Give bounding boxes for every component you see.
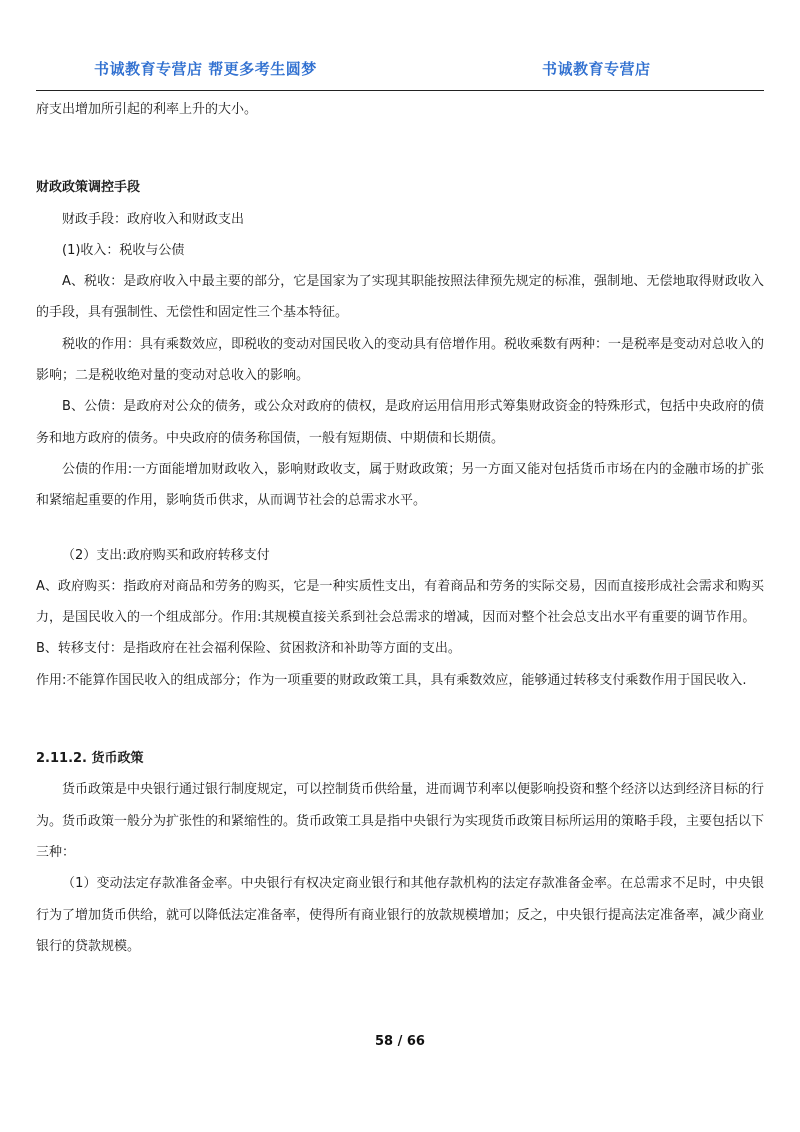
- section-heading-monetary: 2.11.2. 货币政策: [36, 751, 144, 767]
- spacer: [36, 696, 764, 743]
- spacer: [36, 517, 764, 540]
- paragraph: (1)收入：税收与公债: [62, 242, 185, 258]
- header-store-name: 书诚教育专营店: [542, 60, 651, 78]
- section-heading-fiscal: 财政政策调控手段: [36, 180, 141, 196]
- paragraph: 财政手段：政府收入和财政支出: [62, 211, 245, 227]
- paragraph: 府支出增加所引起的利率上升的大小。: [36, 102, 258, 117]
- paragraph: （1）变动法定存款准备金率。中央银行有权决定商业银行和其他存款机构的法定存款准备金率。在总需求不足时，中央银行为了增加货币供给，就可以降低法定准备率，使得所有商业银行的放款规模增加；反之，中央银行提高法定准备率，减少商业银行的贷款规模。: [36, 876, 765, 954]
- document-body: [36, 94, 764, 962]
- paragraph: B、转移支付：是指政府在社会福利保险、贫困救济和补助等方面的支出。: [36, 641, 461, 657]
- paragraph: 税收的作用：具有乘数效应，即税收的变动对国民收入的变动具有倍增作用。税收乘数有两种：一是税率是变动对总收入的影响；二是税收绝对量的变动对总收入的影响。: [36, 336, 765, 384]
- paragraph: （2）支出:政府购买和政府转移支付: [62, 547, 270, 563]
- paragraph: A、税收：是政府收入中最主要的部分，它是国家为了实现其职能按照法律预先规定的标准，强制地、无偿地取得财政收入的手段，具有强制性、无偿性和固定性三个基本特征。: [36, 274, 764, 321]
- spacer: [36, 125, 764, 172]
- page-header: [36, 52, 764, 91]
- paragraph: 作用:不能算作国民收入的组成部分；作为一项重要的财政政策工具，具有乘数效应，能够通过转移支付乘数作用于国民收入.: [36, 672, 747, 688]
- paragraph: 货币政策是中央银行通过银行制度规定，可以控制货币供给量，进而调节利率以便影响投资和整个经济以达到经济目标的行为。货币政策一般分为扩张性的和紧缩性的。货币政策工具是指中央银行为实现货币政策目标所运用的策略手段，主要包括以下三种：: [36, 782, 765, 860]
- paragraph: 公债的作用:一方面能增加财政收入，影响财政收支，属于财政政策；另一方面又能对包括货币市场在内的金融市场的扩张和紧缩起重要的作用，影响货币供求，从而调节社会的总需求水平。: [36, 461, 764, 509]
- paragraph: A、政府购买：指政府对商品和劳务的购买，它是一种实质性支出，有着商品和劳务的实际交易，因而直接形成社会需求和购买力，是国民收入的一个组成部分。作用:其规模直接关系到社会总需求的增减，因而对整个社会总支出水平有重要的调节作用。: [36, 578, 764, 626]
- paragraph: B、公债：是政府对公众的债务，或公众对政府的债权，是政府运用信用形式筹集财政资金的特殊形式，包括中央政府的债务和地方政府的债务。中央政府的债务称国债，一般有短期债、中期债和长期债。: [36, 399, 764, 446]
- page-number: 58 / 66: [375, 1034, 425, 1049]
- header-slogan: 书诚教育专营店 帮更多考生圆梦: [94, 60, 317, 78]
